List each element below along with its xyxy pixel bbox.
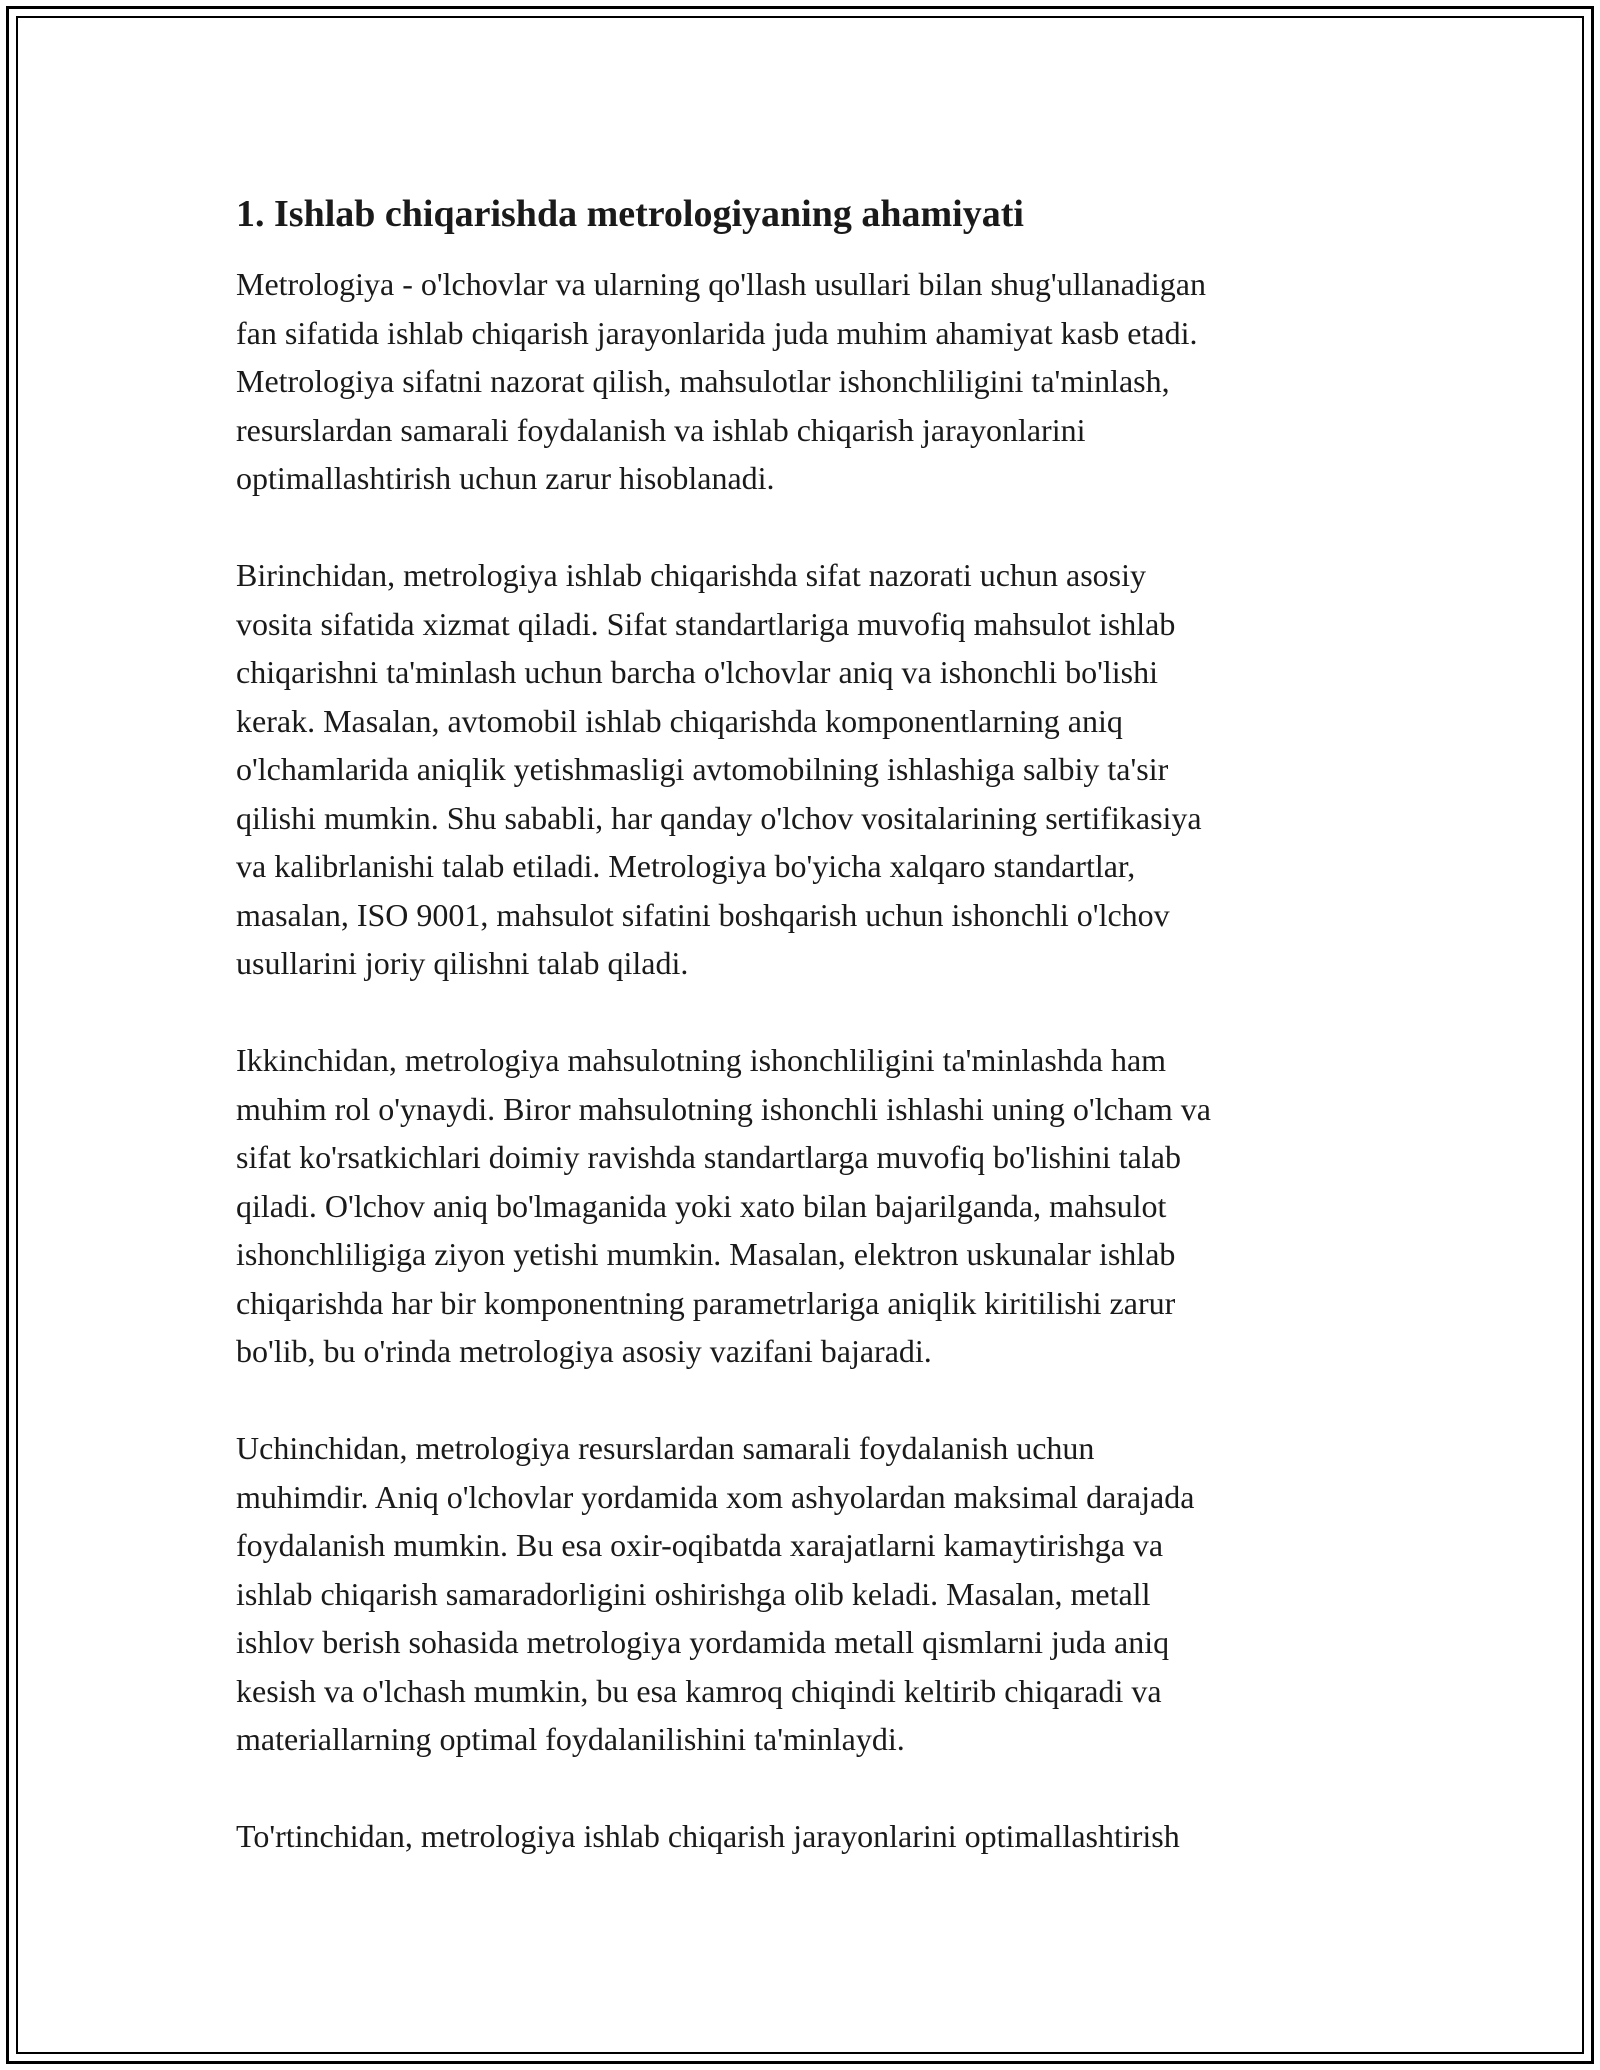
paragraph-line: chiqarishda har bir komponentning parametrlariga aniqlik kiritilishi zarur [236, 1284, 1176, 1321]
paragraph-line: o'lchamlarida aniqlik yetishmasligi avtomobilning ishlashiga salbiy ta'sir [236, 751, 1169, 787]
paragraph-second [236, 1036, 1366, 1376]
paragraph-line: kesish va o'lchash mumkin, bu esa kamroq chiqindi keltirib chiqaradi va [236, 1672, 1162, 1709]
paragraph-line: kerak. Masalan, avtomobil ishlab chiqarishda komponentlarning aniq [236, 702, 1123, 739]
paragraph-line: Uchinchidan, metrologiya resurslardan samarali foydalanish uchun [236, 1430, 1095, 1466]
paragraph-line: materiallarning optimal foydalanilishini ta'minlaydi. [236, 1721, 905, 1757]
paragraph-line: ishlab chiqarish samaradorligini oshirishga olib keladi. Masalan, metall [236, 1575, 1151, 1612]
paragraph-line: bo'lib, bu o'rinda metrologiya asosiy vazifani bajaradi. [236, 1333, 932, 1369]
paragraph-line: ishlov berish sohasida metrologiya yordamida metall qismlarni juda aniq [236, 1624, 1170, 1660]
paragraph-line: fan sifatida ishlab chiqarish jarayonlarida juda muhim ahamiyat kasb etadi. [236, 314, 1198, 351]
paragraph-line: chiqarishni ta'minlash uchun barcha o'lchovlar aniq va ishonchli bo'lishi [236, 654, 1158, 690]
paragraph-line: Birinchidan, metrologiya ishlab chiqarishda sifat nazorati uchun asosiy [236, 557, 1146, 593]
paragraph-line: qiladi. O'lchov aniq bo'lmaganida yoki xato bilan bajarilganda, mahsulot [236, 1187, 1167, 1224]
paragraph-fourth [236, 1812, 1366, 1861]
document-body [236, 186, 1366, 1909]
paragraph-line: usullarini joriy qilishni talab qiladi. [236, 945, 689, 981]
paragraph-line: resurslardan samarali foydalanish va ishlab chiqarish jarayonlarini [236, 411, 1086, 448]
paragraph-line: foydalanish mumkin. Bu esa oxir-oqibatda xarajatlarni kamaytirishga va [236, 1527, 1164, 1563]
paragraph-line: Metrologiya sifatni nazorat qilish, mahsulotlar ishonchliligini ta'minlash, [236, 363, 1170, 399]
paragraph-intro [236, 260, 1366, 503]
section-heading: 1. Ishlab chiqarishda metrologiyaning ahamiyati [236, 193, 1024, 235]
paragraph-line: muhimdir. Aniq o'lchovlar yordamida xom ashyolardan maksimal darajada [236, 1478, 1195, 1515]
paragraph-line: ishonchliligiga ziyon yetishi mumkin. Masalan, elektron uskunalar ishlab [236, 1236, 1176, 1272]
paragraph-line: masalan, ISO 9001, mahsulot sifatini boshqarish uchun ishonchli o'lchov [236, 896, 1170, 933]
paragraph-first [236, 551, 1366, 988]
paragraph-line: qilishi mumkin. Shu sababli, har qanday o'lchov vositalarining sertifikasiya [236, 799, 1202, 836]
paragraph-line: vosita sifatida xizmat qiladi. Sifat standartlariga muvofiq mahsulot ishlab [236, 605, 1176, 642]
paragraph-line: Metrologiya - o'lchovlar va ularning qo'llash usullari bilan shug'ullanadigan [236, 266, 1206, 302]
paragraph-line: optimallashtirish uchun zarur hisoblanadi. [236, 460, 775, 496]
paragraph-third [236, 1424, 1366, 1764]
paragraph-line: sifat ko'rsatkichlari doimiy ravishda standartlarga muvofiq bo'lishini talab [236, 1139, 1181, 1175]
paragraph-line: va kalibrlanishi talab etiladi. Metrologiya bo'yicha xalqaro standartlar, [236, 848, 1136, 884]
paragraph-line: muhim rol o'ynaydi. Biror mahsulotning ishonchli ishlashi uning o'lcham va [236, 1090, 1211, 1127]
paragraph-line: To'rtinchidan, metrologiya ishlab chiqarish jarayonlarini optimallashtirish [236, 1818, 1180, 1854]
paragraph-line: Ikkinchidan, metrologiya mahsulotning ishonchliligini ta'minlashda ham [236, 1042, 1167, 1078]
